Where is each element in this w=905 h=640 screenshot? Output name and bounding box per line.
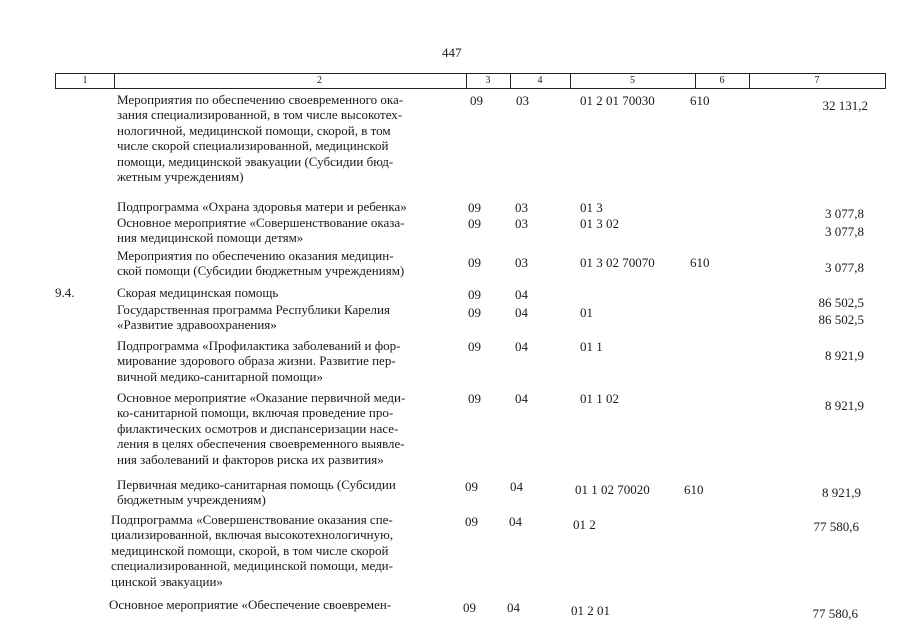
table-header <box>55 73 886 89</box>
desc-line: Мероприятия по обеспечению своевременного ока- <box>117 92 404 107</box>
desc-line: числе скорой специализированной, медицинской <box>117 138 389 154</box>
desc-line: филактических осмотров и диспансеризации насе- <box>117 420 399 436</box>
row-description <box>117 390 405 467</box>
row-prz: 04 <box>515 339 528 354</box>
row-prz: 03 <box>515 200 528 215</box>
row-amount: 8 921,9 <box>822 485 861 500</box>
desc-line: специализированной, медицинской помощи, меди- <box>111 558 393 574</box>
desc-line: Основное мероприятие «Обеспечение своевремен- <box>109 597 392 612</box>
row-amount: 3 077,8 <box>825 206 864 221</box>
desc-line: помощи, медицинской эвакуации (Субсидии бюд- <box>117 153 394 169</box>
page-number: 447 <box>442 45 462 60</box>
desc-line: Основное мероприятие «Совершенствование оказа- <box>117 215 405 230</box>
header-col-3: 3 <box>485 75 491 86</box>
row-amount: 8 921,9 <box>825 398 864 413</box>
row-description <box>111 512 393 589</box>
desc-line: ления в целях обеспечения своевременного выявле- <box>117 436 405 452</box>
desc-line: бюджетным учреждениям) <box>117 492 266 508</box>
row-prz: 04 <box>515 305 528 320</box>
row-rz: 09 <box>463 600 476 615</box>
row-description <box>117 92 403 184</box>
row-description <box>117 215 404 246</box>
row-description <box>117 248 404 279</box>
row-rz: 09 <box>468 255 481 270</box>
row-csr: 01 1 02 <box>580 391 619 406</box>
desc-line: Подпрограмма «Охрана здоровья матери и ребенка» <box>117 199 407 214</box>
header-col-2: 2 <box>317 75 322 86</box>
desc-line: Мероприятия по обеспечению оказания медицин- <box>117 248 394 263</box>
row-description <box>117 199 407 214</box>
row-csr: 01 3 02 70070 <box>580 255 655 270</box>
row-rz: 09 <box>468 305 481 320</box>
row-amount: 77 580,6 <box>812 606 858 621</box>
row-amount: 3 077,8 <box>825 224 864 239</box>
row-csr: 01 2 <box>573 517 596 532</box>
header-col-6: 6 <box>719 75 725 86</box>
desc-line: Первичная медико-санитарная помощь (Субсидии <box>117 477 396 492</box>
desc-line: ской помощи (Субсидии бюджетным учреждениям) <box>117 263 405 279</box>
header-col-1: 1 <box>82 75 88 86</box>
row-rz: 09 <box>465 479 478 494</box>
row-rz: 09 <box>468 391 481 406</box>
row-csr: 01 2 01 <box>571 603 610 618</box>
section-number: 9.4. <box>55 285 75 300</box>
row-amount: 86 502,5 <box>818 312 864 327</box>
desc-line: ния заболеваний и факторов риска их развития» <box>117 451 384 467</box>
row-csr: 01 3 02 <box>580 216 619 231</box>
desc-line: Основное мероприятие «Оказание первичной меди- <box>117 390 406 405</box>
row-vr: 610 <box>684 482 704 497</box>
row-description <box>117 477 396 508</box>
row-rz: 09 <box>465 514 478 529</box>
row-rz: 09 <box>468 339 481 354</box>
desc-line: Государственная программа Республики Карелия <box>117 302 390 317</box>
row-amount: 77 580,6 <box>813 519 859 534</box>
row-csr: 01 <box>580 305 593 320</box>
row-prz: 04 <box>510 479 523 494</box>
row-rz: 09 <box>468 200 481 215</box>
desc-line: мирование здорового образа жизни. Развитие пер- <box>117 353 396 369</box>
desc-line: нологичной, медицинской помощи, скорой, в том <box>117 122 391 138</box>
desc-line: цинской эвакуации» <box>111 573 223 589</box>
row-description <box>117 302 390 333</box>
desc-line: жетным учреждениям) <box>117 169 244 185</box>
row-description <box>117 338 400 384</box>
desc-line: ко-санитарной помощи, включая проведение про- <box>117 405 394 421</box>
desc-line: медицинской помощи, скорой, в том числе скорой <box>111 542 389 558</box>
desc-line: вичной медико-санитарной помощи» <box>117 368 323 384</box>
header-col-4: 4 <box>537 75 543 86</box>
row-csr: 01 3 <box>580 200 603 215</box>
desc-line: Подпрограмма «Профилактика заболеваний и фор- <box>117 338 401 353</box>
row-prz: 03 <box>515 216 528 231</box>
row-rz: 09 <box>468 287 481 302</box>
header-col-7: 7 <box>814 75 820 86</box>
desc-line: ния медицинской помощи детям» <box>117 230 304 246</box>
row-vr: 610 <box>690 255 710 270</box>
desc-line: Подпрограмма «Совершенствование оказания спе- <box>111 512 393 527</box>
row-amount: 32 131,2 <box>822 98 868 113</box>
row-prz: 04 <box>509 514 522 529</box>
row-amount: 86 502,5 <box>818 295 864 310</box>
desc-line: «Развитие здравоохранения» <box>117 317 277 333</box>
row-csr: 01 2 01 70030 <box>580 93 655 108</box>
row-csr: 01 1 02 70020 <box>575 482 650 497</box>
row-amount: 8 921,9 <box>825 348 864 363</box>
row-description <box>109 597 391 612</box>
desc-line: зания специализированной, в том числе высокотех- <box>117 107 403 123</box>
row-rz: 09 <box>470 93 483 108</box>
row-prz: 04 <box>515 391 528 406</box>
row-description <box>117 285 278 300</box>
row-vr: 610 <box>690 93 710 108</box>
desc-line: циализированной, включая высокотехнологичную, <box>111 527 394 543</box>
row-prz: 03 <box>515 255 528 270</box>
row-rz: 09 <box>468 216 481 231</box>
row-prz: 04 <box>507 600 520 615</box>
row-amount: 3 077,8 <box>825 260 864 275</box>
row-csr: 01 1 <box>580 339 603 354</box>
desc-line: Скорая медицинская помощь <box>117 285 279 300</box>
row-prz: 04 <box>515 287 528 302</box>
row-prz: 03 <box>516 93 529 108</box>
header-col-5: 5 <box>630 75 635 86</box>
